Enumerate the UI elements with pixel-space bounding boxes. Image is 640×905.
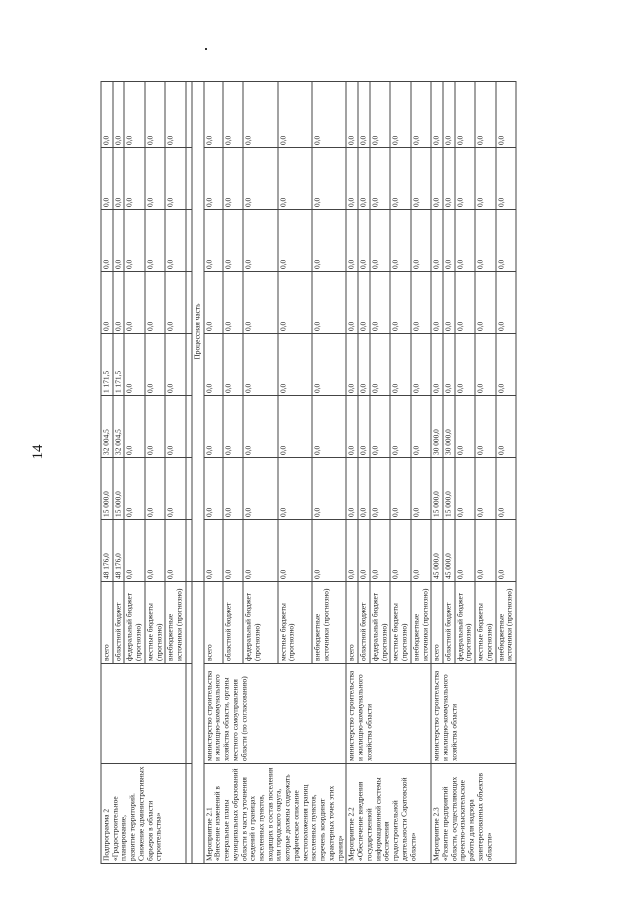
amount-cell: 0,0 [358,210,370,272]
amount-cell: 0,0 [112,210,124,272]
amount-cell: 0,0 [243,148,277,210]
amount-cell: 0,0 [277,272,311,334]
spacer-cell [185,334,191,396]
amount-cell: 0,0 [454,148,474,210]
amount-cell: 0,0 [431,272,443,334]
amount-cell: 0,0 [431,210,443,272]
amount-cell: 0,0 [369,272,389,334]
amount-cell: 0,0 [311,210,345,272]
amount-cell: 0,0 [112,272,124,334]
amount-cell: 0,0 [124,210,144,272]
funding-source-cell: областной бюджет [112,582,124,664]
spacer-cell [185,210,191,272]
amount-cell: 0,0 [203,82,223,148]
measure-title-cell: Мероприятие 2.3 «Развитие предприятий области, осуществляющих проектно-изыскательские работы для надзора заинтересованных объектов области» [431,764,516,864]
amount-cell: 0,0 [223,520,243,582]
amount-cell: 1 171,5 [101,334,113,396]
amount-cell: 0,0 [475,210,495,272]
spacer-cell [185,272,191,334]
amount-cell: 0,0 [165,148,185,210]
amount-cell: 0,0 [243,82,277,148]
amount-cell: 0,0 [442,148,454,210]
amount-cell: 0,0 [277,82,311,148]
amount-cell: 0,0 [431,82,443,148]
amount-cell: 0,0 [277,520,311,582]
amount-cell: 0,0 [165,272,185,334]
amount-cell: 0,0 [475,520,495,582]
amount-cell: 0,0 [223,458,243,520]
amount-cell: 0,0 [442,272,454,334]
amount-cell: 0,0 [495,82,515,148]
amount-cell: 0,0 [101,82,113,148]
amount-cell: 15 000,0 [431,458,443,520]
amount-cell: 0,0 [124,520,144,582]
amount-cell: 32 004,5 [101,396,113,458]
amount-cell: 0,0 [112,82,124,148]
funding-source-cell: внебюджетные источники (прогнозно) [311,582,345,664]
amount-cell: 45 000,0 [431,520,443,582]
measure-title-cell: Мероприятие 2.1 «Внесение изменений в генеральные планы муниципальных образований области в части уточнения сведений о границах населенных пунктов, входящих в состав поселения или городского округа, которые должны содержать графическое описание местоположения границ населенных пунктов, перечень координат характерных точек этих границ» [203,764,346,864]
spacer-cell [185,82,191,148]
amount-cell: 0,0 [243,396,277,458]
amount-cell: 0,0 [369,396,389,458]
amount-cell: 0,0 [101,272,113,334]
amount-cell: 0,0 [144,272,164,334]
amount-cell: 0,0 [495,210,515,272]
amount-cell: 0,0 [495,148,515,210]
table-body [101,82,516,864]
amount-cell: 0,0 [454,82,474,148]
funding-source-cell: областной бюджет [358,582,370,664]
section-heading: Процессная часть [191,82,203,582]
amount-cell: 0,0 [311,520,345,582]
budget-table-frame [100,82,607,864]
amount-cell: 0,0 [277,148,311,210]
amount-cell: 0,0 [390,210,410,272]
amount-cell: 0,0 [144,210,164,272]
amount-cell: 0,0 [124,272,144,334]
measure-row [346,82,358,864]
amount-cell: 0,0 [165,396,185,458]
amount-cell: 0,0 [346,148,358,210]
amount-cell: 0,0 [311,458,345,520]
funding-source-cell: местные бюджеты (прогнозно) [390,582,410,664]
funding-source-cell: областной бюджет [223,582,243,664]
amount-cell: 0,0 [410,396,430,458]
amount-cell: 0,0 [410,210,430,272]
amount-cell: 32 004,5 [112,396,124,458]
amount-cell: 0,0 [495,396,515,458]
amount-cell: 0,0 [495,458,515,520]
amount-cell: 0,0 [454,396,474,458]
amount-cell: 0,0 [165,520,185,582]
amount-cell: 0,0 [243,272,277,334]
spacer-cell [185,458,191,520]
amount-cell: 0,0 [346,396,358,458]
funding-source-cell: всего [346,582,358,664]
section-heading-row [191,82,203,864]
measure-title-cell: Мероприятие 2.2 «Обеспечение внедрения государственной информационной системы обеспечения градостроительной деятельности Саратовской области» [346,764,431,864]
amount-cell: 0,0 [144,396,164,458]
spacer-cell [185,520,191,582]
funding-source-cell: федеральный бюджет (прогнозно) [124,582,144,664]
amount-cell: 0,0 [223,334,243,396]
amount-cell: 0,0 [203,520,223,582]
amount-cell: 0,0 [410,148,430,210]
amount-cell: 0,0 [358,82,370,148]
amount-cell: 0,0 [454,334,474,396]
amount-cell: 45 000,0 [442,520,454,582]
executor-cell-empty [101,664,186,764]
amount-cell: 0,0 [454,210,474,272]
amount-cell: 0,0 [442,82,454,148]
amount-cell: 0,0 [203,210,223,272]
scan-speck [205,48,207,50]
amount-cell: 0,0 [165,210,185,272]
amount-cell: 0,0 [410,272,430,334]
amount-cell: 0,0 [442,334,454,396]
amount-cell: 0,0 [390,458,410,520]
amount-cell: 0,0 [311,334,345,396]
measure-row [431,82,443,864]
amount-cell: 0,0 [431,334,443,396]
amount-cell: 0,0 [311,396,345,458]
funding-source-cell: внебюджетные источники (прогнозно) [410,582,430,664]
amount-cell: 30 000,0 [442,396,454,458]
executor-cell: министерство строительства и жилищно-коммунального хозяйства области [431,664,516,764]
amount-cell: 0,0 [165,82,185,148]
amount-cell: 15 000,0 [101,458,113,520]
funding-source-cell: всего [431,582,443,664]
spacer-cell [185,148,191,210]
amount-cell: 0,0 [495,272,515,334]
rotated-table-container [100,82,607,864]
amount-cell: 15 000,0 [442,458,454,520]
amount-cell: 0,0 [454,458,474,520]
amount-cell: 0,0 [369,458,389,520]
amount-cell: 0,0 [454,272,474,334]
amount-cell: 0,0 [358,396,370,458]
amount-cell: 0,0 [124,334,144,396]
amount-cell: 0,0 [390,272,410,334]
amount-cell: 0,0 [243,210,277,272]
funding-source-cell: областной бюджет [442,582,454,664]
spacer-cell [185,396,191,458]
amount-cell: 0,0 [223,148,243,210]
amount-cell: 0,0 [369,334,389,396]
amount-cell: 0,0 [390,82,410,148]
amount-cell: 0,0 [243,520,277,582]
amount-cell: 0,0 [101,148,113,210]
amount-cell: 0,0 [346,520,358,582]
amount-cell: 0,0 [144,520,164,582]
amount-cell: 0,0 [495,520,515,582]
amount-cell: 0,0 [454,520,474,582]
amount-cell: 0,0 [369,210,389,272]
page-number: 14 [30,444,46,460]
funding-source-cell: федеральный бюджет (прогнозно) [369,582,389,664]
amount-cell: 0,0 [203,458,223,520]
amount-cell: 0,0 [124,396,144,458]
amount-cell: 30 000,0 [431,396,443,458]
spacer-cell [185,764,191,864]
amount-cell: 0,0 [390,520,410,582]
amount-cell: 0,0 [203,272,223,334]
amount-cell: 0,0 [311,148,345,210]
amount-cell: 0,0 [144,148,164,210]
amount-cell: 0,0 [277,396,311,458]
amount-cell: 0,0 [358,458,370,520]
amount-cell: 0,0 [369,148,389,210]
amount-cell: 0,0 [112,148,124,210]
amount-cell: 0,0 [165,458,185,520]
amount-cell: 0,0 [475,82,495,148]
amount-cell: 0,0 [223,82,243,148]
amount-cell: 0,0 [346,272,358,334]
amount-cell: 0,0 [410,458,430,520]
amount-cell: 0,0 [124,82,144,148]
amount-cell: 0,0 [346,458,358,520]
amount-cell: 0,0 [358,272,370,334]
amount-cell: 0,0 [442,210,454,272]
amount-cell: 0,0 [277,334,311,396]
measure-row [203,82,223,864]
section-blank-cell [191,582,203,864]
spacer-cell [185,664,191,764]
amount-cell: 0,0 [124,458,144,520]
amount-cell: 0,0 [223,210,243,272]
amount-cell: 0,0 [495,334,515,396]
amount-cell: 0,0 [277,210,311,272]
amount-cell: 0,0 [475,396,495,458]
amount-cell: 0,0 [144,82,164,148]
amount-cell: 0,0 [410,334,430,396]
amount-cell: 0,0 [475,272,495,334]
funding-source-cell: местные бюджеты (прогнозно) [144,582,164,664]
amount-cell: 0,0 [243,458,277,520]
amount-cell: 0,0 [203,334,223,396]
amount-cell: 15 000,0 [112,458,124,520]
amount-cell: 0,0 [346,334,358,396]
amount-cell: 0,0 [101,210,113,272]
funding-source-cell: внебюджетные источники (прогнозно) [495,582,515,664]
funding-source-cell: всего [203,582,223,664]
amount-cell: 0,0 [311,272,345,334]
amount-cell: 0,0 [203,396,223,458]
amount-cell: 0,0 [358,520,370,582]
executor-cell: министерство строительства и жилищно-коммунального хозяйства области [346,664,431,764]
funding-source-cell: местные бюджеты (прогнозно) [277,582,311,664]
amount-cell: 0,0 [243,334,277,396]
amount-cell: 0,0 [390,334,410,396]
amount-cell: 0,0 [144,334,164,396]
amount-cell: 0,0 [410,520,430,582]
funding-source-cell: федеральный бюджет (прогнозно) [454,582,474,664]
amount-cell: 0,0 [475,334,495,396]
amount-cell: 0,0 [369,82,389,148]
funding-source-cell: федеральный бюджет (прогнозно) [243,582,277,664]
amount-cell: 0,0 [410,82,430,148]
executor-cell: министерство строительства и жилищно-коммунального хозяйства области, органы местного самоуправления области (по согласованию) [203,664,346,764]
amount-cell: 0,0 [346,210,358,272]
amount-cell: 0,0 [431,148,443,210]
amount-cell: 48 176,0 [101,520,113,582]
budget-table [100,81,516,864]
amount-cell: 0,0 [358,334,370,396]
amount-cell: 0,0 [223,396,243,458]
amount-cell: 1 171,5 [112,334,124,396]
amount-cell: 48 176,0 [112,520,124,582]
amount-cell: 0,0 [475,458,495,520]
amount-cell: 0,0 [165,334,185,396]
amount-cell: 0,0 [390,148,410,210]
spacer-cell [185,582,191,664]
amount-cell: 0,0 [277,458,311,520]
amount-cell: 0,0 [369,520,389,582]
amount-cell: 0,0 [311,82,345,148]
amount-cell: 0,0 [358,148,370,210]
funding-source-cell: местные бюджеты (прогнозно) [475,582,495,664]
amount-cell: 0,0 [124,148,144,210]
amount-cell: 0,0 [144,458,164,520]
amount-cell: 0,0 [203,148,223,210]
amount-cell: 0,0 [346,82,358,148]
subprogram-row [101,82,113,864]
measure-title-cell: Подпрограмма 2 «Градостроительное планирование, развитие территорий. Снижение административных барьеров в области строительства» [101,764,186,864]
amount-cell: 0,0 [390,396,410,458]
funding-source-cell: внебюджетные источники (прогнозно) [165,582,185,664]
funding-source-cell: всего [101,582,113,664]
section-spacer-row [185,82,191,864]
amount-cell: 0,0 [475,148,495,210]
amount-cell: 0,0 [223,272,243,334]
